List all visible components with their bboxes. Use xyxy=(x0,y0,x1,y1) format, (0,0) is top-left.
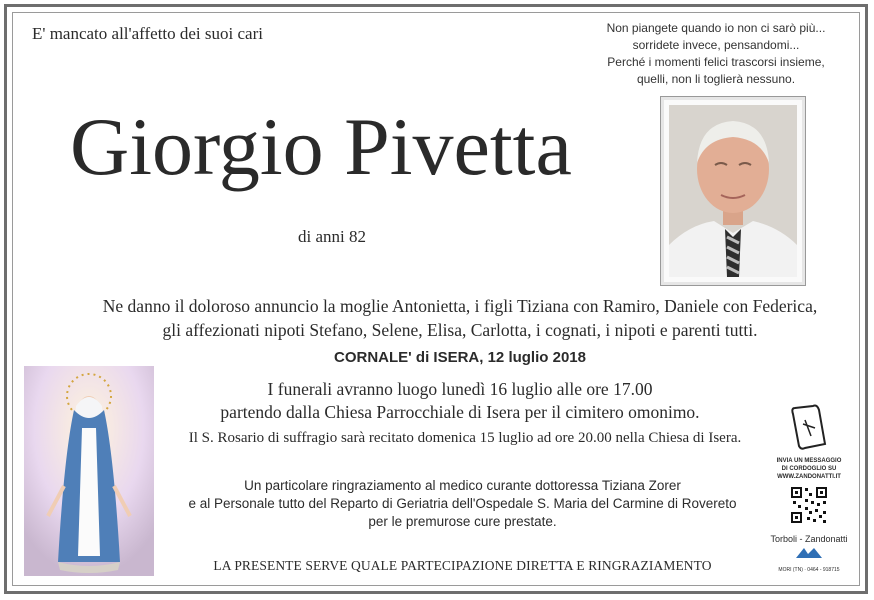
condolence-line: DI CORDOGLIO SU xyxy=(781,466,837,472)
condolence-link[interactable]: WWW.ZANDONATTI.IT xyxy=(777,474,841,480)
announcement-line: gli affezionati nipoti Stefano, Selene, Elisa, Carlotta, i cognati, i nipoti e parenti tutti. xyxy=(162,320,758,340)
funeral-line: partendo dalla Chiesa Parrocchiale di Isera per il cimitero omonimo. xyxy=(220,402,700,422)
condolence-line: INVIA UN MESSAGGIO xyxy=(776,458,842,464)
final-note: LA PRESENTE SERVE QUALE PARTECIPAZIONE DIRETTA E RINGRAZIAMENTO xyxy=(213,558,712,573)
poem-line: quelli, non li toglierà nessuno. xyxy=(636,72,796,86)
deceased-name: Giorgio Pivetta xyxy=(70,101,572,192)
announcement xyxy=(40,294,874,342)
funeral-home-phone: MORI (TN) · 0464 - 918715 xyxy=(778,567,840,573)
announcement-line: Ne danno il doloroso annuncio la moglie Antonietta, i figli Tiziana con Ramiro, Daniele con Federica, xyxy=(102,296,818,316)
poem-line: Non piangete quando io non ci sarò più... xyxy=(606,21,826,35)
funeral-line: I funerali avranno luogo lunedì 16 luglio alle ore 17.00 xyxy=(267,379,653,399)
thanks-line: per le premurose cure prestate. xyxy=(368,514,557,529)
side-panel xyxy=(768,404,850,573)
funeral-info xyxy=(160,378,760,424)
opening-line: E' mancato all'affetto dei suoi cari xyxy=(32,24,263,43)
thanks-line: e al Personale tutto del Reparto di Geriatria dell'Ospedale S. Maria del Carmine di Rovereto xyxy=(188,496,737,511)
thanks-line: Un particolare ringraziamento al medico curante dottoressa Tiziana Zorer xyxy=(244,478,681,493)
portrait-frame xyxy=(660,96,806,286)
funeral-home-logo-icon xyxy=(794,546,824,560)
place-and-date: CORNALE' di ISERA, 12 luglio 2018 xyxy=(334,349,586,366)
age: di anni 82 xyxy=(298,227,366,246)
portrait-photo xyxy=(669,105,797,277)
poem-line: sorridete invece, pensandomi... xyxy=(632,38,800,52)
rosary-info: Il S. Rosario di suffragio sarà recitato domenica 15 luglio ad ore 20.00 nella Chiesa di Isera. xyxy=(188,430,742,446)
qr-code-icon[interactable] xyxy=(789,485,829,525)
funeral-home-name: Torboli - Zandonatti xyxy=(770,534,848,544)
thanks xyxy=(150,477,775,531)
poem xyxy=(586,20,846,88)
condolence-message[interactable] xyxy=(768,457,850,481)
madonna-image xyxy=(24,366,154,576)
poem-line: Perché i momenti felici trascorsi insieme, xyxy=(607,55,825,69)
scroll-icon xyxy=(789,404,829,450)
